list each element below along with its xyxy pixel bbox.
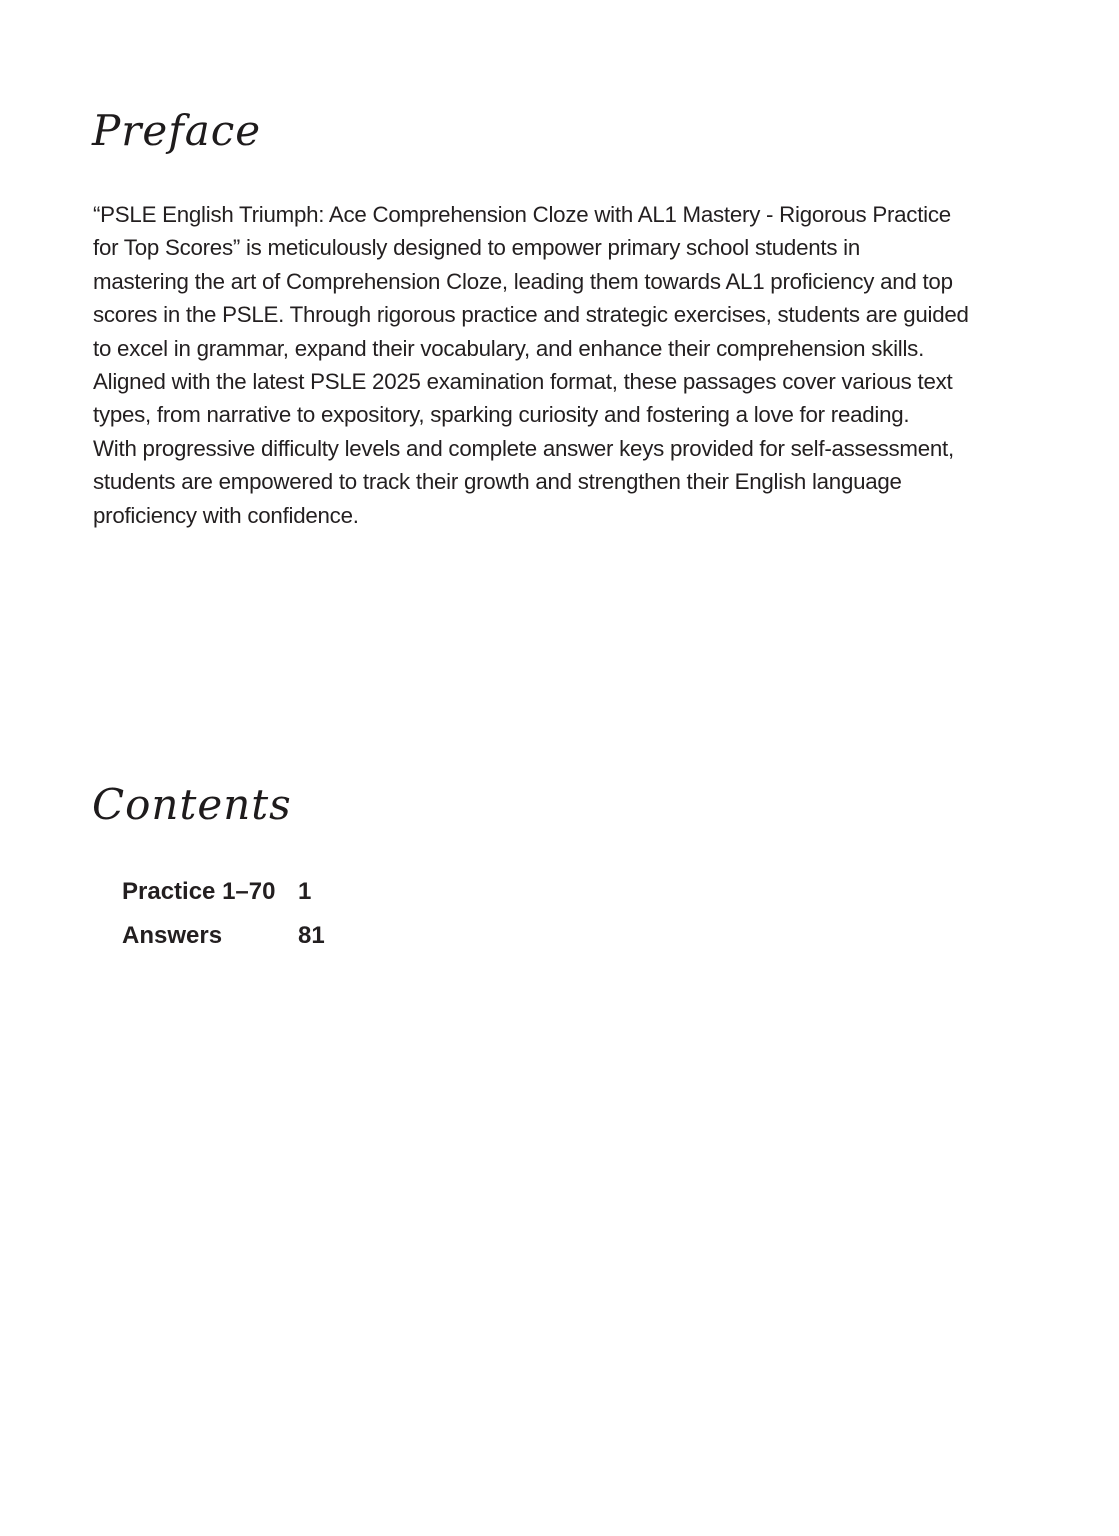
toc-entry-label: Practice 1–70 xyxy=(122,878,276,905)
toc-entry-page-number: 81 xyxy=(298,922,325,949)
toc-entry-practice xyxy=(122,870,325,914)
table-of-contents xyxy=(122,870,325,958)
preface-heading: Preface xyxy=(92,106,262,155)
preface-line: students are empowered to track their growth and strengthen their English language xyxy=(93,469,902,495)
preface-line: With progressive difficulty levels and complete answer keys provided for self-assessment, xyxy=(93,435,954,461)
preface-line: scores in the PSLE. Through rigorous practice and strategic exercises, students are guided xyxy=(93,302,969,328)
preface-line: “PSLE English Triumph: Ace Comprehension Cloze with AL1 Mastery - Rigorous Practice xyxy=(93,202,951,227)
preface-line: mastering the art of Comprehension Cloze, leading them towards AL1 proficiency and top xyxy=(93,268,953,294)
preface-line: Aligned with the latest PSLE 2025 examination format, these passages cover various text xyxy=(93,369,953,395)
preface-line: to excel in grammar, expand their vocabulary, and enhance their comprehension skills. xyxy=(93,335,925,361)
toc-entry-answers xyxy=(122,914,325,958)
preface-line: types, from narrative to expository, sparking curiosity and fostering a love for reading. xyxy=(93,402,910,428)
preface-paragraph xyxy=(93,198,1033,532)
preface-line: for Top Scores” is meticulously designed to empower primary school students in xyxy=(93,235,861,261)
toc-entry-page-number: 1 xyxy=(298,878,312,905)
toc-entry-label: Answers xyxy=(122,922,223,949)
preface-line: proficiency with confidence. xyxy=(93,502,359,528)
contents-heading: Contents xyxy=(92,780,292,829)
